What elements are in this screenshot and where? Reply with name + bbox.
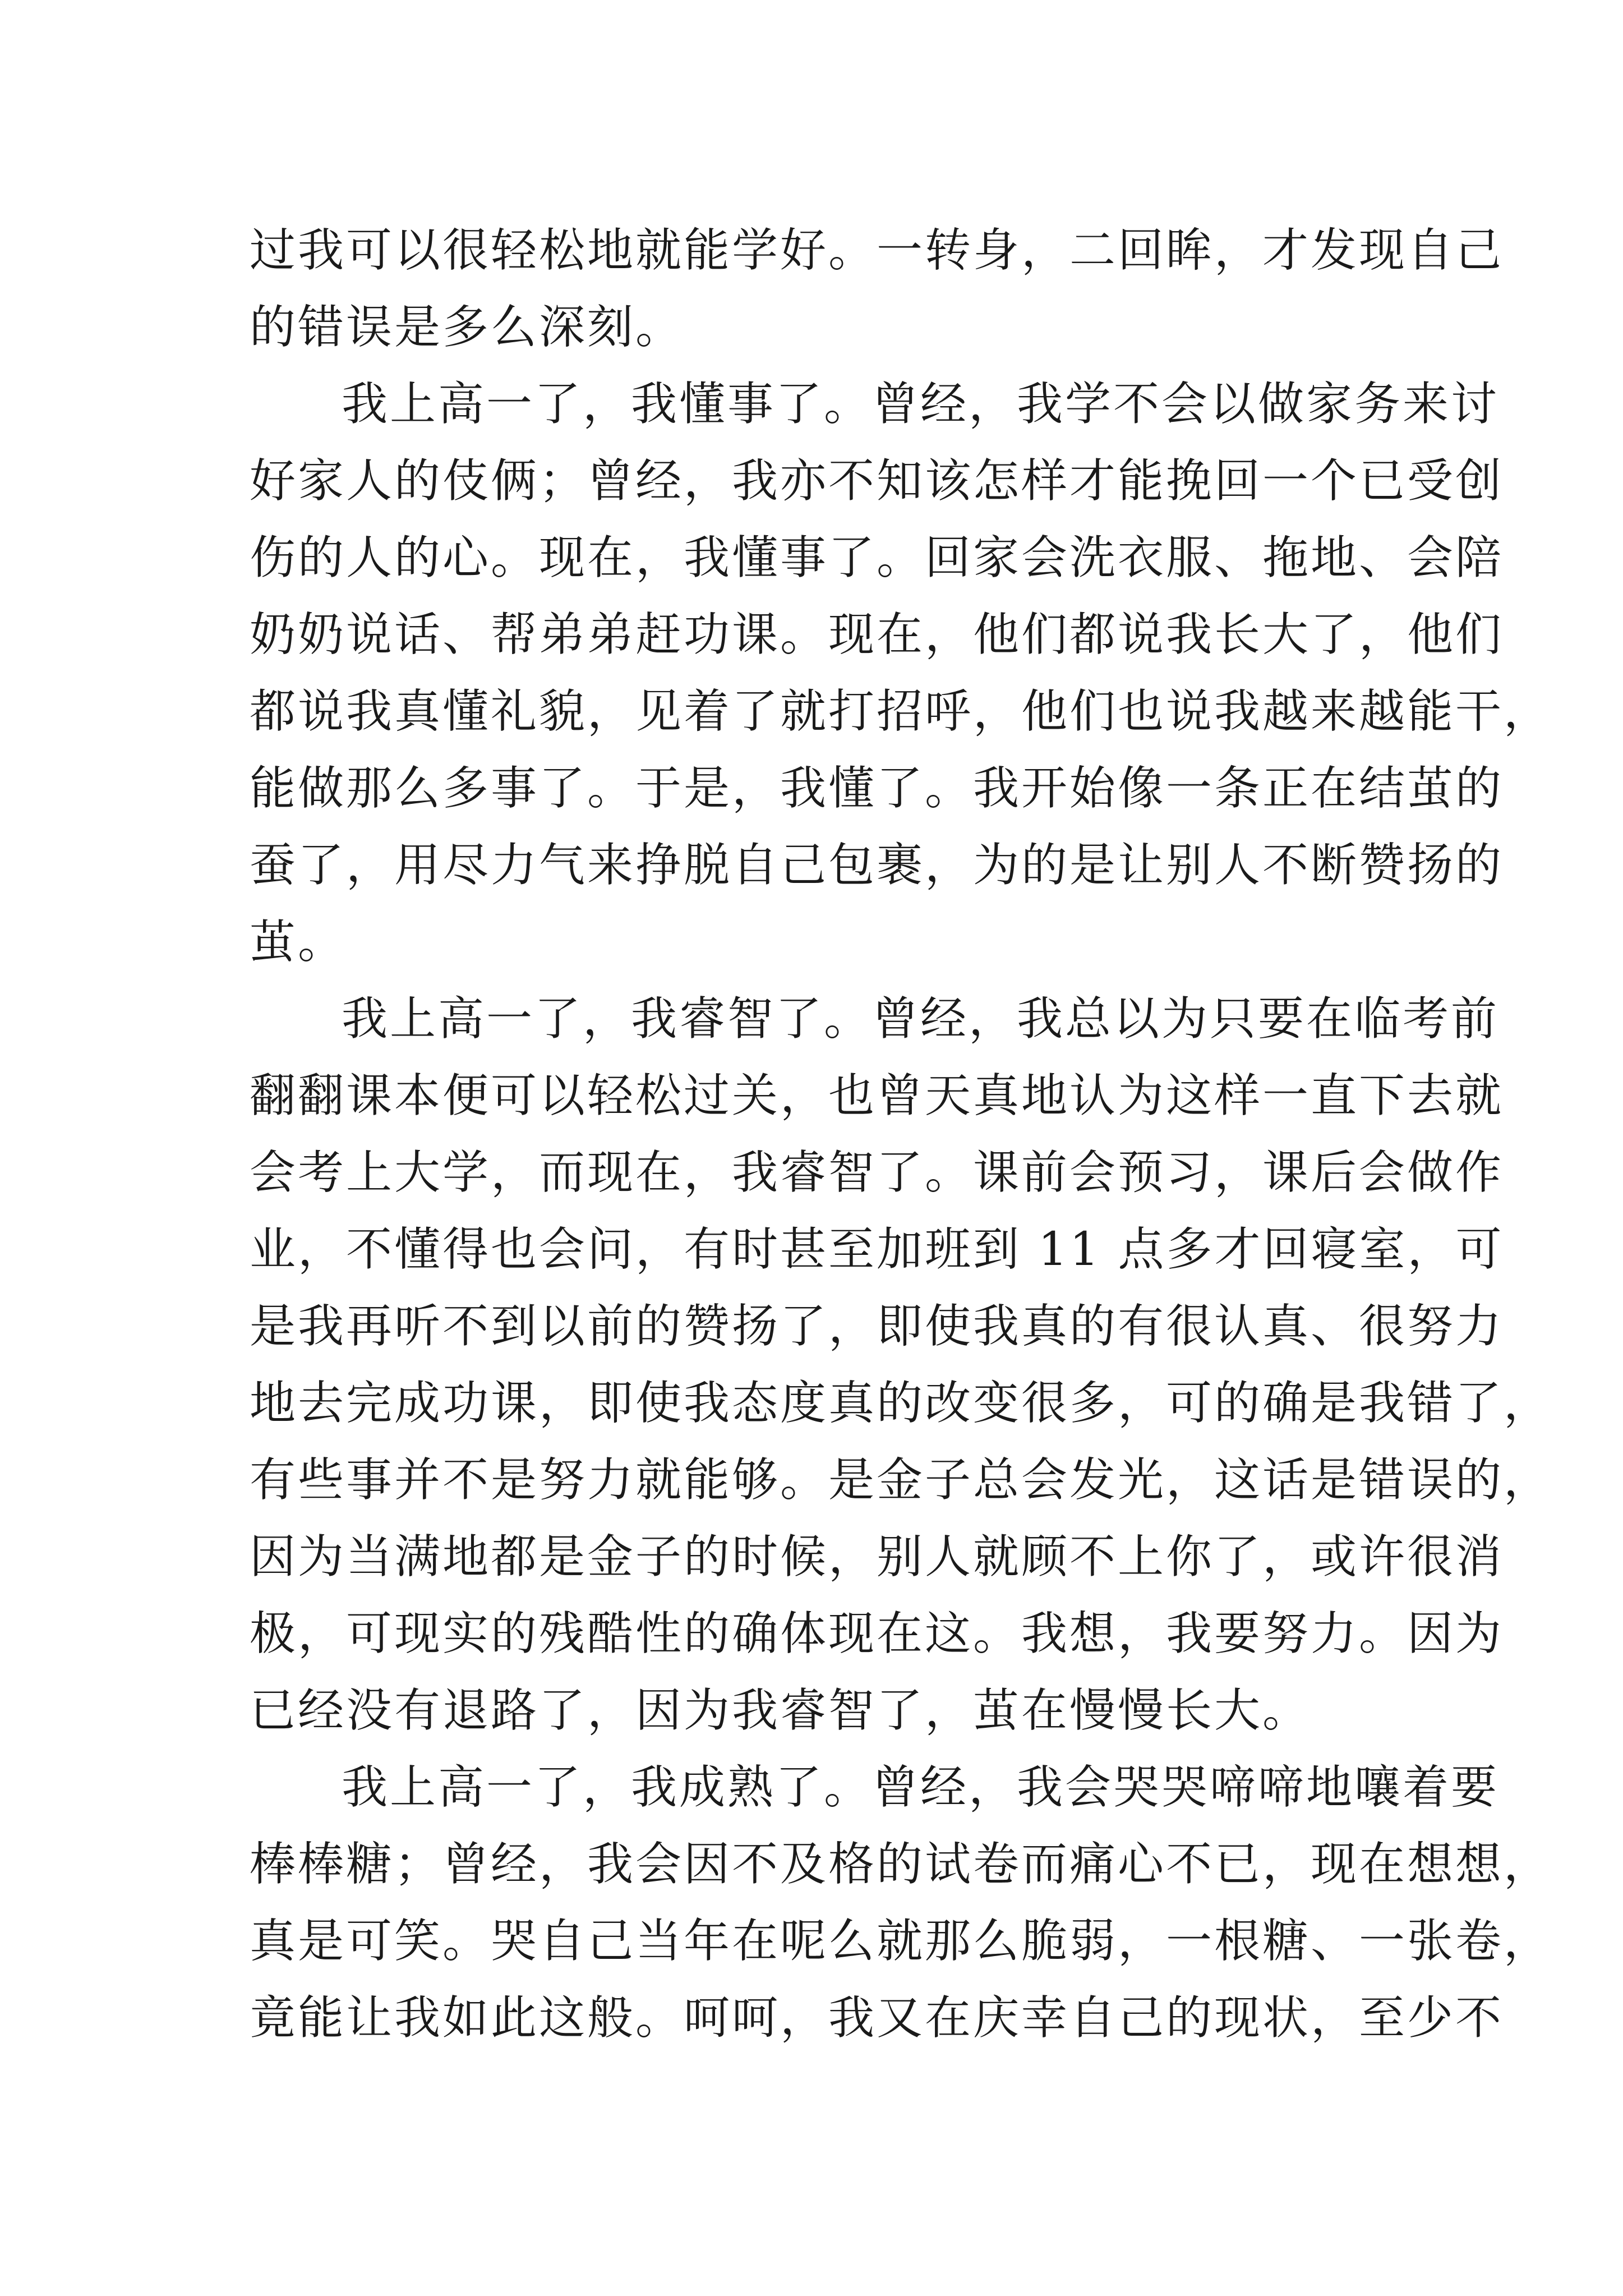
text-line-22: 棒棒糖；曾经，我会因不及格的试卷而痛心不已，现在想想，	[250, 1838, 1552, 1891]
text-line-4: 好家人的伎俩；曾经，我亦不知该怎样才能挽回一个已受创	[250, 454, 1504, 508]
text-line-14: 业，不懂得也会问，有时甚至加班到 11 点多才回寝室，可	[250, 1223, 1504, 1276]
text-line-23: 真是可笑。哭自己当年在呢么就那么脆弱，一根糖、一张卷，	[250, 1915, 1552, 1968]
text-line-17: 有些事并不是努力就能够。是金子总会发光，这话是错误的，	[250, 1453, 1552, 1507]
text-line-8: 能做那么多事了。于是，我懂了。我开始像一条正在结茧的	[250, 762, 1504, 815]
text-line-1: 过我可以很轻松地就能学好。一转身，二回眸，才发现自己	[250, 224, 1504, 277]
text-line-3: 我上高一了，我懂事了。曾经，我学不会以做家务来讨	[342, 378, 1500, 431]
text-line-6: 奶奶说话、帮弟弟赶功课。现在，他们都说我长大了，他们	[250, 608, 1504, 661]
text-line-11: 我上高一了，我睿智了。曾经，我总以为只要在临考前	[342, 992, 1500, 1046]
text-line-13: 会考上大学，而现在，我睿智了。课前会预习，课后会做作	[250, 1146, 1504, 1199]
text-line-7: 都说我真懂礼貌，见着了就打招呼，他们也说我越来越能干，	[250, 685, 1552, 738]
text-line-9: 蚕了，用尽力气来挣脱自己包裹，为的是让别人不断赞扬的	[250, 839, 1504, 892]
text-line-10: 茧。	[250, 915, 347, 969]
text-line-24: 竟能让我如此这般。呵呵，我又在庆幸自己的现状，至少不	[250, 1991, 1504, 2045]
text-line-16: 地去完成功课，即使我态度真的改变很多，可的确是我错了，	[250, 1377, 1552, 1430]
text-line-15: 是我再听不到以前的赞扬了，即使我真的有很认真、很努力	[250, 1300, 1504, 1353]
body-text	[250, 212, 1552, 2056]
text-line-20: 已经没有退路了，因为我睿智了，茧在慢慢长大。	[250, 1684, 1311, 1737]
text-line-5: 伤的人的心。现在，我懂事了。回家会洗衣服、拖地、会陪	[250, 531, 1504, 585]
text-line-18: 因为当满地都是金子的时候，别人就顾不上你了，或许很消	[250, 1530, 1504, 1584]
text-line-19: 极，可现实的残酷性的确体现在这。我想，我要努力。因为	[250, 1607, 1504, 1660]
text-line-2: 的错误是多么深刻。	[250, 301, 684, 354]
text-line-21: 我上高一了，我成熟了。曾经，我会哭哭啼啼地嚷着要	[342, 1761, 1500, 1814]
text-line-12: 翻翻课本便可以轻松过关，也曾天真地认为这样一直下去就	[250, 1069, 1504, 1122]
